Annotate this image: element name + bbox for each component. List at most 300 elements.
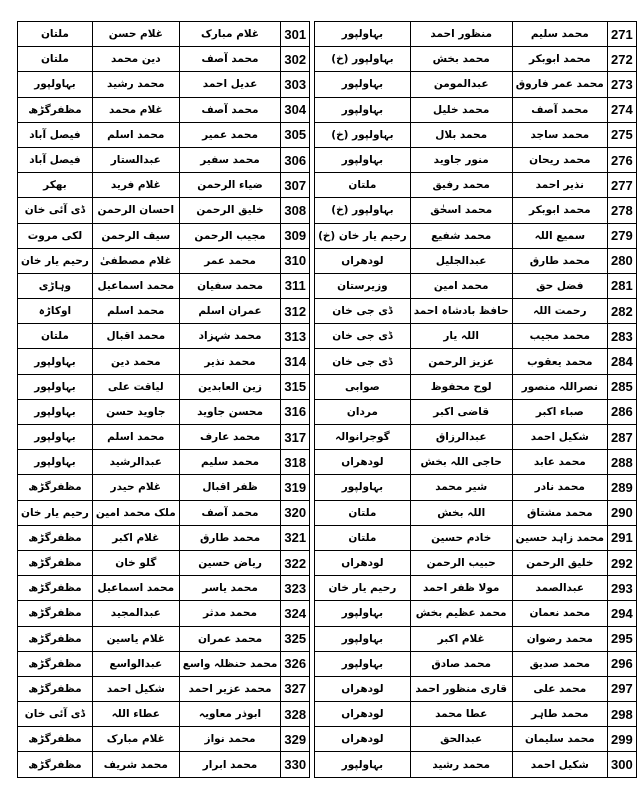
district-cell: لودھراں [315, 702, 411, 727]
name-cell: زین العابدین [179, 374, 281, 399]
serial-number-cell: 295 [607, 626, 636, 651]
father-name-cell: عبدالحق [410, 727, 512, 752]
father-name-cell: عبدالرزاق [410, 425, 512, 450]
district-cell: بہاولپور [18, 72, 93, 97]
father-name-cell: محمد صادق [410, 651, 512, 676]
name-cell: محمد سلیم [179, 450, 281, 475]
serial-number-cell: 292 [607, 550, 636, 575]
name-cell: محمد سفیر [179, 147, 281, 172]
name-cell: محمد آصف [512, 97, 607, 122]
serial-number-cell: 275 [607, 122, 636, 147]
table-row [315, 425, 637, 450]
serial-number-cell: 305 [281, 122, 310, 147]
name-cell: رحمت اللہ [512, 299, 607, 324]
father-name-cell: خادم حسین [410, 525, 512, 550]
serial-number-cell: 327 [281, 676, 310, 701]
district-cell: ملتان [18, 324, 93, 349]
table-row [18, 525, 310, 550]
district-cell: ڈی آئی خان [18, 198, 93, 223]
name-cell: محمد عارف [179, 425, 281, 450]
father-name-cell: اللہ بخش [410, 500, 512, 525]
father-name-cell: محمد اسلم [92, 299, 179, 324]
serial-number-cell: 324 [281, 601, 310, 626]
district-cell: مظفرگڑھ [18, 727, 93, 752]
name-cell: صباء اکبر [512, 399, 607, 424]
district-cell: رحیم یار خان [315, 576, 411, 601]
table-row [18, 626, 310, 651]
table-row [315, 122, 637, 147]
name-cell: ظفر اقبال [179, 475, 281, 500]
serial-number-cell: 303 [281, 72, 310, 97]
district-cell: بہاولپور (خ) [315, 47, 411, 72]
name-cell: خلیق الرحمن [179, 198, 281, 223]
name-cell: محمد طاہر [512, 702, 607, 727]
table-row [18, 500, 310, 525]
district-cell: ڈی جی خان [315, 349, 411, 374]
name-cell: محمد سلیم [512, 22, 607, 47]
father-name-cell: محمد اسماعیل [92, 273, 179, 298]
serial-number-cell: 287 [607, 425, 636, 450]
name-cell: محمد علی [512, 676, 607, 701]
serial-number-cell: 300 [607, 752, 636, 777]
name-cell: شکیل احمد [512, 752, 607, 777]
father-name-cell: حافظ بادشاہ احمد [410, 299, 512, 324]
father-name-cell: سیف الرحمن [92, 223, 179, 248]
district-cell: مظفرگڑھ [18, 752, 93, 777]
father-name-cell: عبدالمومن [410, 72, 512, 97]
serial-number-cell: 277 [607, 173, 636, 198]
table-row [315, 374, 637, 399]
serial-number-cell: 299 [607, 727, 636, 752]
serial-number-cell: 298 [607, 702, 636, 727]
father-name-cell: غلام حیدر [92, 475, 179, 500]
father-name-cell: لوح محفوظ [410, 374, 512, 399]
father-name-cell: ملک محمد امین [92, 500, 179, 525]
district-cell: رحیم یار خان [18, 248, 93, 273]
name-cell: مجیب الرحمن [179, 223, 281, 248]
serial-number-cell: 315 [281, 374, 310, 399]
serial-number-cell: 311 [281, 273, 310, 298]
table-row [315, 198, 637, 223]
serial-number-cell: 329 [281, 727, 310, 752]
serial-number-cell: 314 [281, 349, 310, 374]
name-cell: شکیل احمد [512, 425, 607, 450]
table-row [18, 122, 310, 147]
table-row [315, 248, 637, 273]
district-cell: گوجرانوالہ [315, 425, 411, 450]
father-name-cell: گلو خان [92, 550, 179, 575]
name-cell: محمد سفیان [179, 273, 281, 298]
serial-number-cell: 330 [281, 752, 310, 777]
father-name-cell: غلام حسن [92, 22, 179, 47]
name-cell: ریاض حسین [179, 550, 281, 575]
serial-number-cell: 290 [607, 500, 636, 525]
name-cell: عبدالصمد [512, 576, 607, 601]
father-name-cell: محمد بخش [410, 47, 512, 72]
serial-number-cell: 288 [607, 450, 636, 475]
table-row [18, 374, 310, 399]
father-name-cell: محمد اسلم [92, 425, 179, 450]
serial-number-cell: 304 [281, 97, 310, 122]
district-cell: اوکاڑہ [18, 299, 93, 324]
father-name-cell: احسان الرحمن [92, 198, 179, 223]
serial-number-cell: 294 [607, 601, 636, 626]
district-cell: لودھراں [315, 727, 411, 752]
serial-number-cell: 325 [281, 626, 310, 651]
serial-number-cell: 326 [281, 651, 310, 676]
table-row [18, 399, 310, 424]
district-cell: بہاولپور [18, 349, 93, 374]
father-name-cell: منظور احمد [410, 22, 512, 47]
table-row [315, 475, 637, 500]
district-cell: فیصل آباد [18, 147, 93, 172]
serial-number-cell: 316 [281, 399, 310, 424]
father-name-cell: غلام یاسین [92, 626, 179, 651]
district-cell: بہاولپور [315, 97, 411, 122]
name-cell: محمد آصف [179, 500, 281, 525]
serial-number-cell: 278 [607, 198, 636, 223]
serial-number-cell: 312 [281, 299, 310, 324]
serial-number-cell: 296 [607, 651, 636, 676]
father-name-cell: عطا محمد [410, 702, 512, 727]
father-name-cell: محمد رفیق [410, 173, 512, 198]
district-cell: بہاولپور [315, 475, 411, 500]
table-row [18, 727, 310, 752]
name-cell: محمد نذیر [179, 349, 281, 374]
name-cell: عمران اسلم [179, 299, 281, 324]
table-row [315, 525, 637, 550]
name-cell: محمد حنظلہ واسع [179, 651, 281, 676]
father-name-cell: محمد بلال [410, 122, 512, 147]
serial-number-cell: 307 [281, 173, 310, 198]
district-cell: بہاولپور (خ) [315, 198, 411, 223]
table-row [315, 97, 637, 122]
name-cell: نذیر احمد [512, 173, 607, 198]
name-cell: محمد نواز [179, 727, 281, 752]
serial-number-cell: 321 [281, 525, 310, 550]
name-cell: فضل حق [512, 273, 607, 298]
table-row [18, 425, 310, 450]
serial-number-cell: 309 [281, 223, 310, 248]
table-row [18, 676, 310, 701]
father-name-cell: محمد اسماعیل [92, 576, 179, 601]
district-cell: وہاڑی [18, 273, 93, 298]
name-cell: ابوذر معاویہ [179, 702, 281, 727]
table-row [18, 752, 310, 777]
serial-number-cell: 271 [607, 22, 636, 47]
table-row [315, 72, 637, 97]
district-cell: بہاولپور [18, 450, 93, 475]
serial-number-cell: 283 [607, 324, 636, 349]
serial-number-cell: 273 [607, 72, 636, 97]
name-cell: غلام مبارک [179, 22, 281, 47]
serial-number-cell: 291 [607, 525, 636, 550]
name-cell: محمد عمیر [179, 122, 281, 147]
district-cell: بہاولپور [18, 399, 93, 424]
serial-number-cell: 313 [281, 324, 310, 349]
father-name-cell: محمد اسحٰق [410, 198, 512, 223]
name-cell: محمد عمران [179, 626, 281, 651]
table-row [315, 752, 637, 777]
serial-number-cell: 284 [607, 349, 636, 374]
name-cell: محمد ابوبکر [512, 47, 607, 72]
district-cell: مظفرگڑھ [18, 550, 93, 575]
father-name-cell: عطاء اللہ [92, 702, 179, 727]
name-cell: محمد رضوان [512, 626, 607, 651]
table-row [315, 550, 637, 575]
district-cell: بہاولپور [315, 72, 411, 97]
name-cell: خلیق الرحمن [512, 550, 607, 575]
name-cell: محمد عمر [179, 248, 281, 273]
table-row [18, 324, 310, 349]
table-row [18, 349, 310, 374]
district-cell: مظفرگڑھ [18, 676, 93, 701]
name-cell: محمد آصف [179, 97, 281, 122]
name-cell: محمد ریحان [512, 147, 607, 172]
serial-number-cell: 317 [281, 425, 310, 450]
district-cell: وزیرستان [315, 273, 411, 298]
table-row [18, 72, 310, 97]
father-name-cell: غلام اکبر [410, 626, 512, 651]
serial-number-cell: 328 [281, 702, 310, 727]
father-name-cell: عبدالستار [92, 147, 179, 172]
district-cell: مردان [315, 399, 411, 424]
father-name-cell: قاری منظور احمد [410, 676, 512, 701]
serial-number-cell: 281 [607, 273, 636, 298]
name-cell: محمد زاہد حسین [512, 525, 607, 550]
serial-number-cell: 310 [281, 248, 310, 273]
table-row [315, 273, 637, 298]
table-row [315, 47, 637, 72]
serial-number-cell: 286 [607, 399, 636, 424]
district-cell: ملتان [18, 47, 93, 72]
father-name-cell: محمد اسلم [92, 122, 179, 147]
name-cell: محمد یعقوب [512, 349, 607, 374]
father-name-cell: عبدالرشید [92, 450, 179, 475]
table-row [315, 173, 637, 198]
district-cell: ڈی جی خان [315, 324, 411, 349]
table-row [18, 475, 310, 500]
left-table-body [18, 22, 310, 778]
table-row [315, 576, 637, 601]
district-cell: ملتان [315, 525, 411, 550]
district-cell: بہاولپور [315, 752, 411, 777]
name-cell: محمد طارق [179, 525, 281, 550]
table-row [315, 349, 637, 374]
name-cell: محمد آصف [179, 47, 281, 72]
table-row [315, 626, 637, 651]
serial-number-cell: 272 [607, 47, 636, 72]
district-cell: بہاولپور [18, 374, 93, 399]
table-row [18, 22, 310, 47]
district-cell: رحیم یار خان (خ) [315, 223, 411, 248]
father-name-cell: محمد شریف [92, 752, 179, 777]
left-table [17, 21, 310, 778]
name-cell: محمد عزیر احمد [179, 676, 281, 701]
serial-number-cell: 308 [281, 198, 310, 223]
father-name-cell: عزیز الرحمن [410, 349, 512, 374]
father-name-cell: مولا ظفر احمد [410, 576, 512, 601]
district-cell: بہاولپور [315, 147, 411, 172]
serial-number-cell: 301 [281, 22, 310, 47]
serial-number-cell: 297 [607, 676, 636, 701]
serial-number-cell: 306 [281, 147, 310, 172]
father-name-cell: محمد رشید [410, 752, 512, 777]
name-cell: ضیاء الرحمن [179, 173, 281, 198]
serial-number-cell: 302 [281, 47, 310, 72]
district-cell: لودھراں [315, 550, 411, 575]
district-cell: لودھراں [315, 248, 411, 273]
table-row [18, 173, 310, 198]
serial-number-cell: 322 [281, 550, 310, 575]
district-cell: مظفرگڑھ [18, 626, 93, 651]
serial-number-cell: 285 [607, 374, 636, 399]
table-row [18, 248, 310, 273]
district-cell: مظفرگڑھ [18, 97, 93, 122]
father-name-cell: عبدالواسع [92, 651, 179, 676]
father-name-cell: محمد اقبال [92, 324, 179, 349]
name-cell: محمد مشتاق [512, 500, 607, 525]
name-cell: محمد مجیب [512, 324, 607, 349]
district-cell: بہاولپور [315, 651, 411, 676]
table-row [18, 601, 310, 626]
father-name-cell: شیر محمد [410, 475, 512, 500]
table-row [18, 576, 310, 601]
district-cell: ڈی آئی خان [18, 702, 93, 727]
table-row [315, 450, 637, 475]
father-name-cell: جاوید حسن [92, 399, 179, 424]
name-cell: محسن جاوید [179, 399, 281, 424]
table-row [315, 727, 637, 752]
table-row [315, 299, 637, 324]
district-cell: بھکر [18, 173, 93, 198]
serial-number-cell: 320 [281, 500, 310, 525]
district-cell: مظفرگڑھ [18, 525, 93, 550]
district-cell: صوابی [315, 374, 411, 399]
father-name-cell: قاضی اکبر [410, 399, 512, 424]
table-row [315, 500, 637, 525]
district-cell: لکی مروت [18, 223, 93, 248]
father-name-cell: غلام اکبر [92, 525, 179, 550]
father-name-cell: محمد شفیع [410, 223, 512, 248]
father-name-cell: محمد رشید [92, 72, 179, 97]
father-name-cell: غلام محمد [92, 97, 179, 122]
district-cell: ملتان [315, 173, 411, 198]
table-row [18, 223, 310, 248]
district-cell: بہاولپور (خ) [315, 122, 411, 147]
name-cell: محمد طارق [512, 248, 607, 273]
father-name-cell: غلام فرید [92, 173, 179, 198]
serial-number-cell: 276 [607, 147, 636, 172]
table-row [18, 299, 310, 324]
serial-number-cell: 279 [607, 223, 636, 248]
table-row [315, 223, 637, 248]
father-name-cell: محمد دین [92, 349, 179, 374]
district-cell: ملتان [18, 22, 93, 47]
district-cell: مظفرگڑھ [18, 651, 93, 676]
father-name-cell: لیاقت علی [92, 374, 179, 399]
serial-number-cell: 289 [607, 475, 636, 500]
district-cell: رحیم یار خان [18, 500, 93, 525]
district-cell: ڈی جی خان [315, 299, 411, 324]
name-cell: محمد ساجد [512, 122, 607, 147]
name-cell: محمد عمر فاروق [512, 72, 607, 97]
father-name-cell: دین محمد [92, 47, 179, 72]
father-name-cell: منور جاوید [410, 147, 512, 172]
name-cell: محمد ابرار [179, 752, 281, 777]
table-row [315, 399, 637, 424]
name-cell: محمد نادر [512, 475, 607, 500]
father-name-cell: عبدالجلیل [410, 248, 512, 273]
district-cell: لودھراں [315, 676, 411, 701]
name-cell: محمد صدیق [512, 651, 607, 676]
father-name-cell: شکیل احمد [92, 676, 179, 701]
district-cell: لودھراں [315, 450, 411, 475]
name-cell: محمد یاسر [179, 576, 281, 601]
table-row [18, 550, 310, 575]
district-cell: بہاولپور [315, 601, 411, 626]
table-row [315, 324, 637, 349]
document-sheet [17, 21, 637, 778]
table-row [18, 702, 310, 727]
district-cell: مظفرگڑھ [18, 576, 93, 601]
name-cell: محمد سلیمان [512, 727, 607, 752]
name-cell: محمد عابد [512, 450, 607, 475]
serial-number-cell: 323 [281, 576, 310, 601]
district-cell: مظفرگڑھ [18, 601, 93, 626]
name-cell: محمد مدثر [179, 601, 281, 626]
table-row [18, 198, 310, 223]
father-name-cell: محمد خلیل [410, 97, 512, 122]
right-table [314, 21, 637, 778]
name-cell: محمد شہزاد [179, 324, 281, 349]
district-cell: فیصل آباد [18, 122, 93, 147]
table-row [18, 47, 310, 72]
table-row [18, 147, 310, 172]
name-cell: عدیل احمد [179, 72, 281, 97]
table-row [315, 651, 637, 676]
father-name-cell: محمد امین [410, 273, 512, 298]
father-name-cell: عبدالمجید [92, 601, 179, 626]
name-cell: نصراللہ منصور [512, 374, 607, 399]
table-row [18, 651, 310, 676]
serial-number-cell: 319 [281, 475, 310, 500]
serial-number-cell: 282 [607, 299, 636, 324]
father-name-cell: غلام مصطفیٰ [92, 248, 179, 273]
table-row [18, 450, 310, 475]
district-cell: مظفرگڑھ [18, 475, 93, 500]
father-name-cell: حبیب الرحمن [410, 550, 512, 575]
district-cell: بہاولپور [18, 425, 93, 450]
table-row [315, 676, 637, 701]
name-cell: محمد ابوبکر [512, 198, 607, 223]
district-cell: ملتان [315, 500, 411, 525]
table-row [315, 22, 637, 47]
serial-number-cell: 274 [607, 97, 636, 122]
district-cell: بہاولپور [315, 22, 411, 47]
name-cell: سمیع اللہ [512, 223, 607, 248]
serial-number-cell: 318 [281, 450, 310, 475]
table-row [315, 601, 637, 626]
table-row [315, 147, 637, 172]
table-row [18, 273, 310, 298]
father-name-cell: غلام مبارک [92, 727, 179, 752]
father-name-cell: محمد عظیم بخش [410, 601, 512, 626]
father-name-cell: اللہ یار [410, 324, 512, 349]
right-table-body [315, 22, 637, 778]
table-row [18, 97, 310, 122]
serial-number-cell: 293 [607, 576, 636, 601]
